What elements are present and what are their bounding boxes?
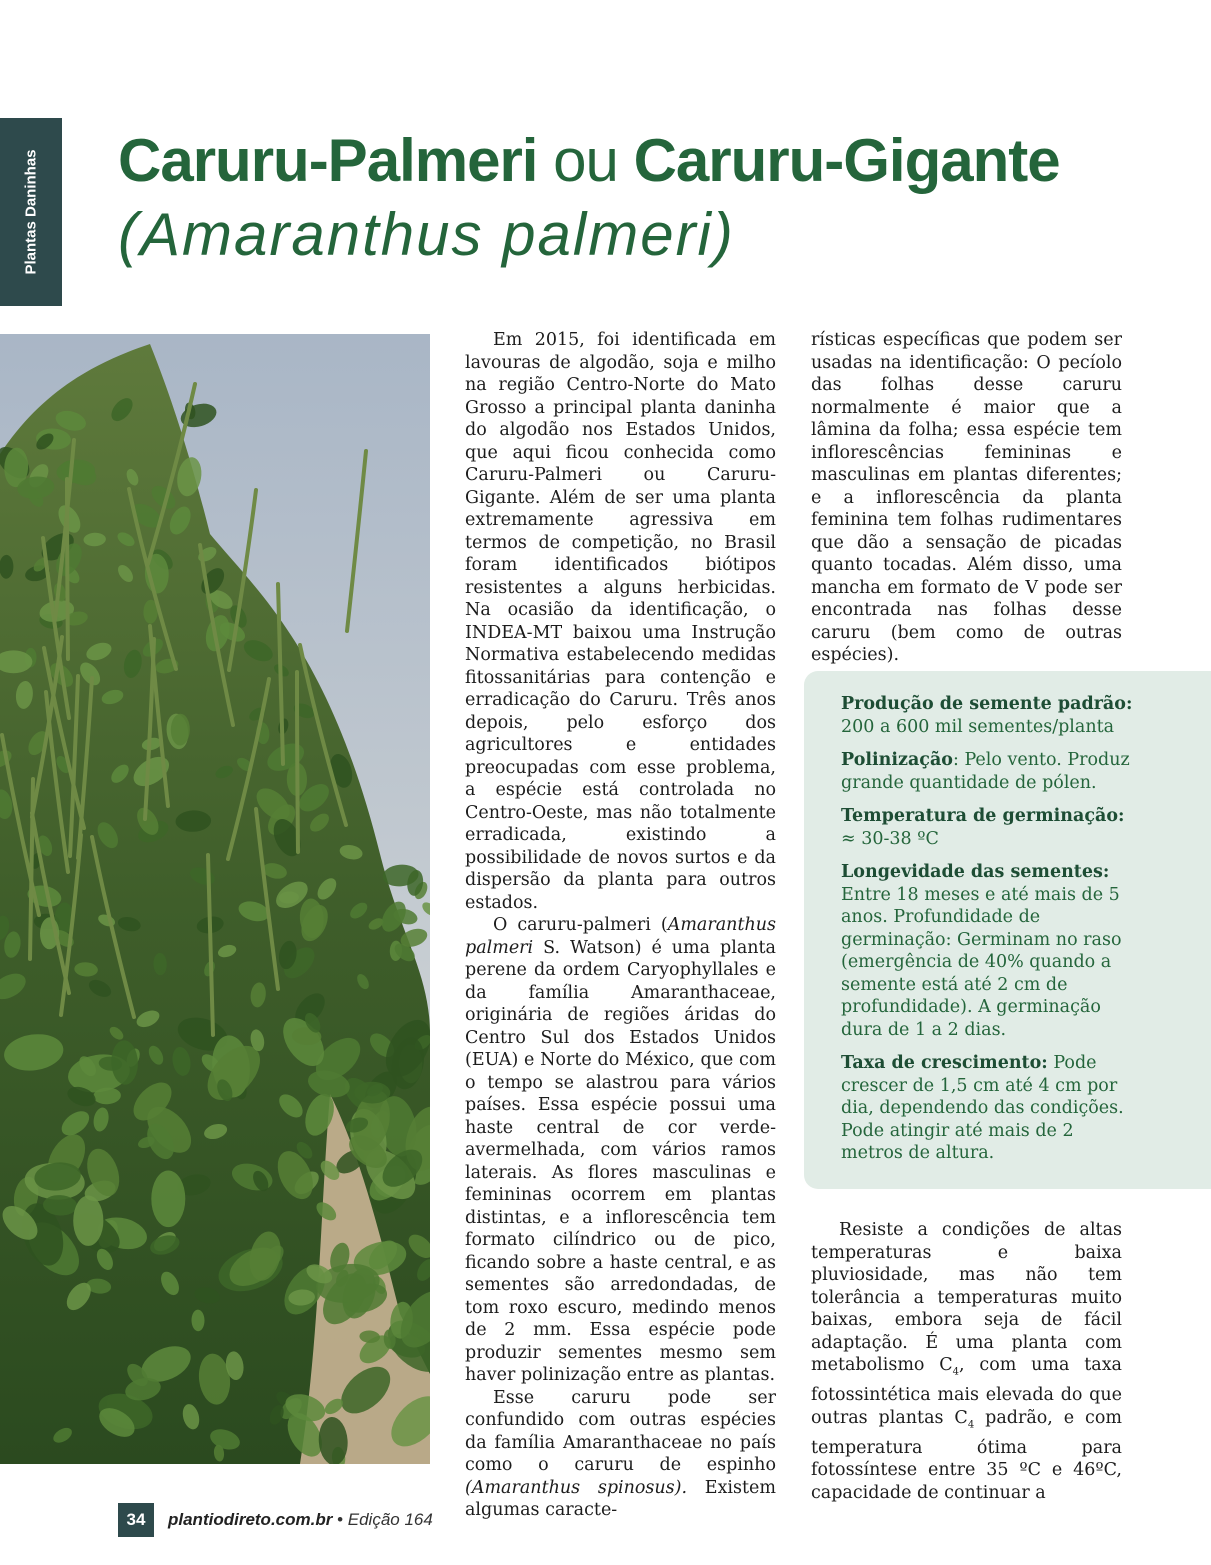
paragraph-confusion: Esse caruru pode ser confundido com outras espécies da família Amaranthaceae no país como o caruru de espinho (Amaranthus spinosus). Existem algumas caracte- bbox=[465, 1387, 776, 1520]
title-name-1: Caruru-Palmeri bbox=[118, 127, 538, 194]
footer-site: plantiodireto.com.br bbox=[168, 1510, 333, 1529]
footer-publication: plantiodireto.com.br • Edição 164 bbox=[168, 1510, 433, 1529]
fact-growth-rate: Taxa de crescimento: Pode crescer de 1,5 cm até 4 cm por dia, dependendo das condições. Pode atingir até mais de 2 metros de altura. bbox=[841, 1053, 1124, 1163]
title-scientific-name: (Amaranthus palmeri) bbox=[118, 201, 735, 268]
fact-seed-production: Produção de semente padrão: 200 a 600 mil sementes/planta bbox=[841, 694, 1133, 737]
title-name-2: Caruru-Gigante bbox=[633, 127, 1060, 194]
paragraph-intro: Em 2015, foi identificada em lavouras de algodão, soja e milho na região Centro-Norte do Mato Grosso a principal planta daninha do algodão nos Estados Unidos, que aqui ficou conhecida como Caruru-Palmeri ou Caruru-Gigante. Além de ser uma planta extremamente agressiva em termos de competição, no Brasil foram identificados biótipos resistentes a alguns herbicidas. Na ocasião da identificação, o INDEA-MT baixou uma Instrução Normativa estabelecendo medidas fitossanitárias para contenção e erradicação do Caruru. Três anos depois, pelo esforço dos agricultores e entidades preocupadas com esse problema, a espécie está controlada no Centro-Oeste, mas não totalmente erradicada, existindo a possibilidade de novos surtos e da dispersão da planta para outros estados. bbox=[465, 330, 776, 913]
facts-box bbox=[804, 671, 1211, 1189]
page-footer bbox=[118, 1503, 433, 1537]
paragraph-description: O caruru-palmeri (Amaranthus palmeri S. Watson) é uma planta perene da ordem Caryophyllales e da família Amaranthaceae, originária de regiões áridas do Centro Sul dos Estados Unidos (EUA) e Norte do México, que com o tempo se alastrou para vários países. Essa espécie possui uma haste central de cor verde-avermelhada, com vários ramos laterais. As flores masculinas e femininas ocorrem em plantas distintas, e a inflorescência tem formato cilíndrico ou de pico, ficando sobre a haste central, e as sementes são arredondadas, de tom roxo escuro, medindo menos de 2 mm. Essa espécie pode produzir sementes mesmo sem haver polinização entre as plantas. bbox=[465, 915, 776, 1385]
title-connector: ou bbox=[537, 127, 634, 194]
fact-germination-temperature: Temperatura de germinação: ≈ 30-38 ºC bbox=[841, 806, 1125, 849]
paragraph-climate: Resiste a condições de altas temperaturas e baixa pluviosidade, mas não tem tolerância a temperaturas muito baixas, embora seja de fácil adaptação. É uma planta com metabolismo $C_4$, com uma taxa fotossintética mais elevada do que outras plantas $C_4$ padrão, e com temperatura ótima para fotossíntese entre 35 ºC e 46ºC, capacidade de continuar a bbox=[811, 1220, 1122, 1503]
footer-edition: Edição 164 bbox=[347, 1510, 433, 1529]
fact-seed-longevity: Longevidade das sementes: Entre 18 meses e até mais de 5 anos. Profundidade de germinação: Germinam no raso (emergência de 40% quando a semente está até 2 cm de profundidade). A germinação dura de 1 a 2 dias. bbox=[841, 862, 1122, 1040]
article-column-2 bbox=[811, 329, 1122, 667]
plant-photo bbox=[0, 334, 430, 1464]
section-tab-label: Plantas Daninhas bbox=[22, 149, 40, 275]
fact-pollination: Polinização: Pelo vento. Produz grande quantidade de pólen. bbox=[841, 750, 1130, 793]
paragraph-identification: rísticas específicas que podem ser usadas na identificação: O pecíolo das folhas desse caruru normalmente é maior que a lâmina da folha; essa espécie tem inflorescências femininas e masculinas em plantas diferentes; e a inflorescência da planta feminina tem folhas rudimentares que dão a sensação de picadas quanto tocadas. Além disso, uma mancha em formato de V pode ser encontrada nas folhas desse caruru (bem como de outras espécies). bbox=[811, 330, 1122, 665]
page-title bbox=[118, 125, 1060, 271]
page-number: 34 bbox=[118, 1503, 154, 1537]
article-column-1 bbox=[465, 329, 776, 1522]
article-column-3 bbox=[811, 1219, 1122, 1504]
section-tab bbox=[0, 118, 62, 306]
